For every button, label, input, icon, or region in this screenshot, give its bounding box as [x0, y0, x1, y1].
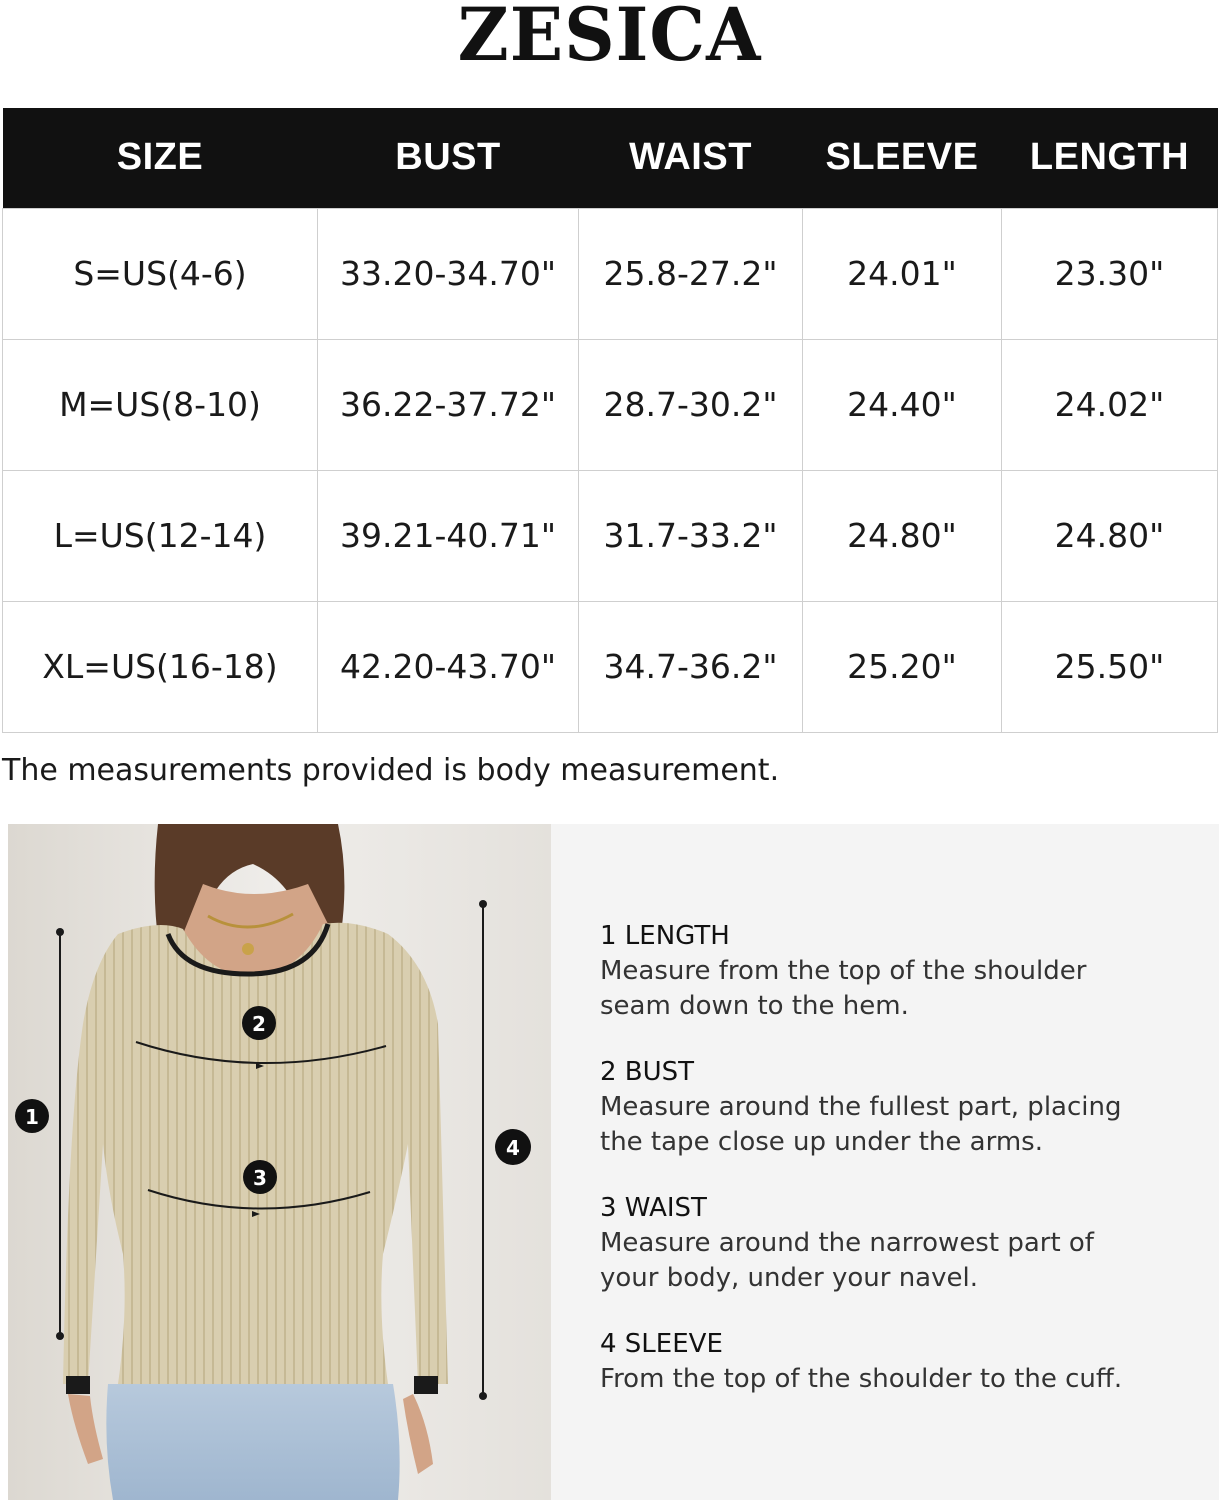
table-row: [3, 470, 1218, 601]
header-length: LENGTH: [1029, 136, 1190, 179]
guide-item-sleeve: [600, 1326, 1200, 1397]
svg-text:4: 4: [506, 1136, 520, 1160]
cell-length: 24.80": [1002, 470, 1218, 601]
cell-size: S=US(4-6): [3, 208, 318, 339]
cell-bust: 39.21-40.71": [318, 470, 579, 601]
marker-4: [495, 1129, 531, 1165]
header-sleeve: SLEEVE: [825, 136, 979, 179]
guide-desc-line: Measure around the narrowest part of: [600, 1228, 1094, 1258]
cell-length: 25.50": [1002, 601, 1218, 732]
svg-text:2: 2: [252, 1012, 266, 1036]
cell-waist: 25.8-27.2": [579, 208, 803, 339]
cell-waist: 31.7-33.2": [579, 470, 803, 601]
svg-text:3: 3: [253, 1166, 267, 1190]
guide-title: 1 LENGTH: [600, 921, 730, 951]
cell-bust: 42.20-43.70": [318, 601, 579, 732]
header-bust: BUST: [395, 136, 501, 179]
cell-waist: 28.7-30.2": [579, 339, 803, 470]
cell-sleeve: 24.01": [803, 208, 1002, 339]
header-size: SIZE: [116, 136, 204, 179]
cell-size: M=US(8-10): [3, 339, 318, 470]
measurement-note: The measurements provided is body measurement.: [2, 753, 780, 788]
cell-sleeve: 25.20": [803, 601, 1002, 732]
guide-desc-line: seam down to the hem.: [600, 991, 909, 1021]
jeans-shape: [106, 1384, 399, 1500]
table-row: [3, 601, 1218, 732]
cell-size: L=US(12-14): [3, 470, 318, 601]
guide-item-length: [600, 918, 1200, 1024]
cell-sleeve: 24.80": [803, 470, 1002, 601]
guide-item-waist: [600, 1190, 1200, 1296]
table-row: [3, 208, 1218, 339]
guide-desc-line: Measure from the top of the shoulder: [600, 956, 1087, 986]
table-header-row: [3, 108, 1218, 208]
header-waist: WAIST: [629, 136, 752, 179]
guide-title: 4 SLEEVE: [600, 1329, 723, 1359]
guide-desc-line: your body, under your navel.: [600, 1263, 978, 1293]
svg-text:1: 1: [25, 1105, 39, 1129]
cell-bust: 33.20-34.70": [318, 208, 579, 339]
cell-waist: 34.7-36.2": [579, 601, 803, 732]
marker-2: [242, 1006, 276, 1040]
guide-item-bust: [600, 1054, 1200, 1160]
marker-3: [243, 1160, 277, 1194]
cell-sleeve: 24.40": [803, 339, 1002, 470]
guide-title: 2 BUST: [600, 1057, 695, 1087]
guide-desc-line: the tape close up under the arms.: [600, 1127, 1043, 1157]
size-chart-table: [2, 108, 1218, 733]
guide-desc-line: From the top of the shoulder to the cuff.: [600, 1364, 1123, 1394]
cell-length: 23.30": [1002, 208, 1218, 339]
model-photo: [8, 824, 551, 1500]
cell-size: XL=US(16-18): [3, 601, 318, 732]
measurement-guide: [600, 918, 1200, 1427]
table-row: [3, 339, 1218, 470]
guide-desc-line: Measure around the fullest part, placing: [600, 1092, 1122, 1122]
brand-logo: ZESICA: [457, 0, 762, 79]
marker-1: [15, 1099, 49, 1133]
guide-title: 3 WAIST: [600, 1193, 707, 1223]
cell-bust: 36.22-37.72": [318, 339, 579, 470]
cell-length: 24.02": [1002, 339, 1218, 470]
